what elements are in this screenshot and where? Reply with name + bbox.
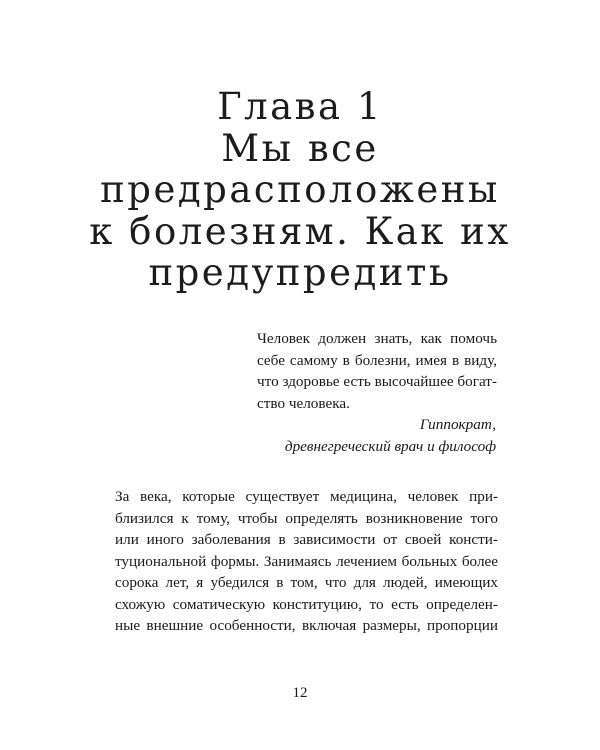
body-line: За века, которые существует медицина, человек при- bbox=[115, 488, 498, 505]
body-line: схожую соматическую конституцию, то есть определен- bbox=[115, 595, 498, 613]
epigraph-line: ство человека. bbox=[257, 394, 350, 412]
body-line: близился к тому, чтобы определять возникновение того bbox=[115, 509, 498, 527]
epigraph-attribution bbox=[285, 414, 496, 457]
body-paragraph bbox=[115, 486, 498, 637]
body-line: туциональной формы. Занимаясь лечением больных более bbox=[115, 552, 498, 570]
body-line: сорока лет, я убедился в том, что для людей, имеющих bbox=[115, 574, 498, 591]
epigraph-author: Гиппократ, bbox=[419, 416, 496, 433]
chapter-title-line: Глава 1 bbox=[217, 85, 383, 128]
chapter-title bbox=[0, 86, 600, 294]
epigraph-line: себе самому в болезни, имея в виду, bbox=[257, 351, 497, 369]
chapter-title-line: Мы все bbox=[221, 126, 379, 170]
epigraph bbox=[257, 328, 497, 414]
epigraph-author-description: древнегреческий врач и философ bbox=[284, 437, 496, 455]
body-line: или иного заболевания в зависимости от своей консти- bbox=[115, 531, 498, 548]
page-number: 12 bbox=[292, 685, 308, 701]
epigraph-line: Человек должен знать, как помочь bbox=[257, 330, 497, 347]
epigraph-line: что здоровье есть высочайшее богат- bbox=[257, 373, 497, 390]
chapter-title-line: предрасположены bbox=[100, 168, 500, 211]
chapter-title-line: предупредить bbox=[148, 251, 452, 294]
chapter-title-line: к болезням. Как их bbox=[89, 209, 511, 253]
body-line: ные внешние особенности, включая размеры, пропорции bbox=[115, 617, 498, 634]
